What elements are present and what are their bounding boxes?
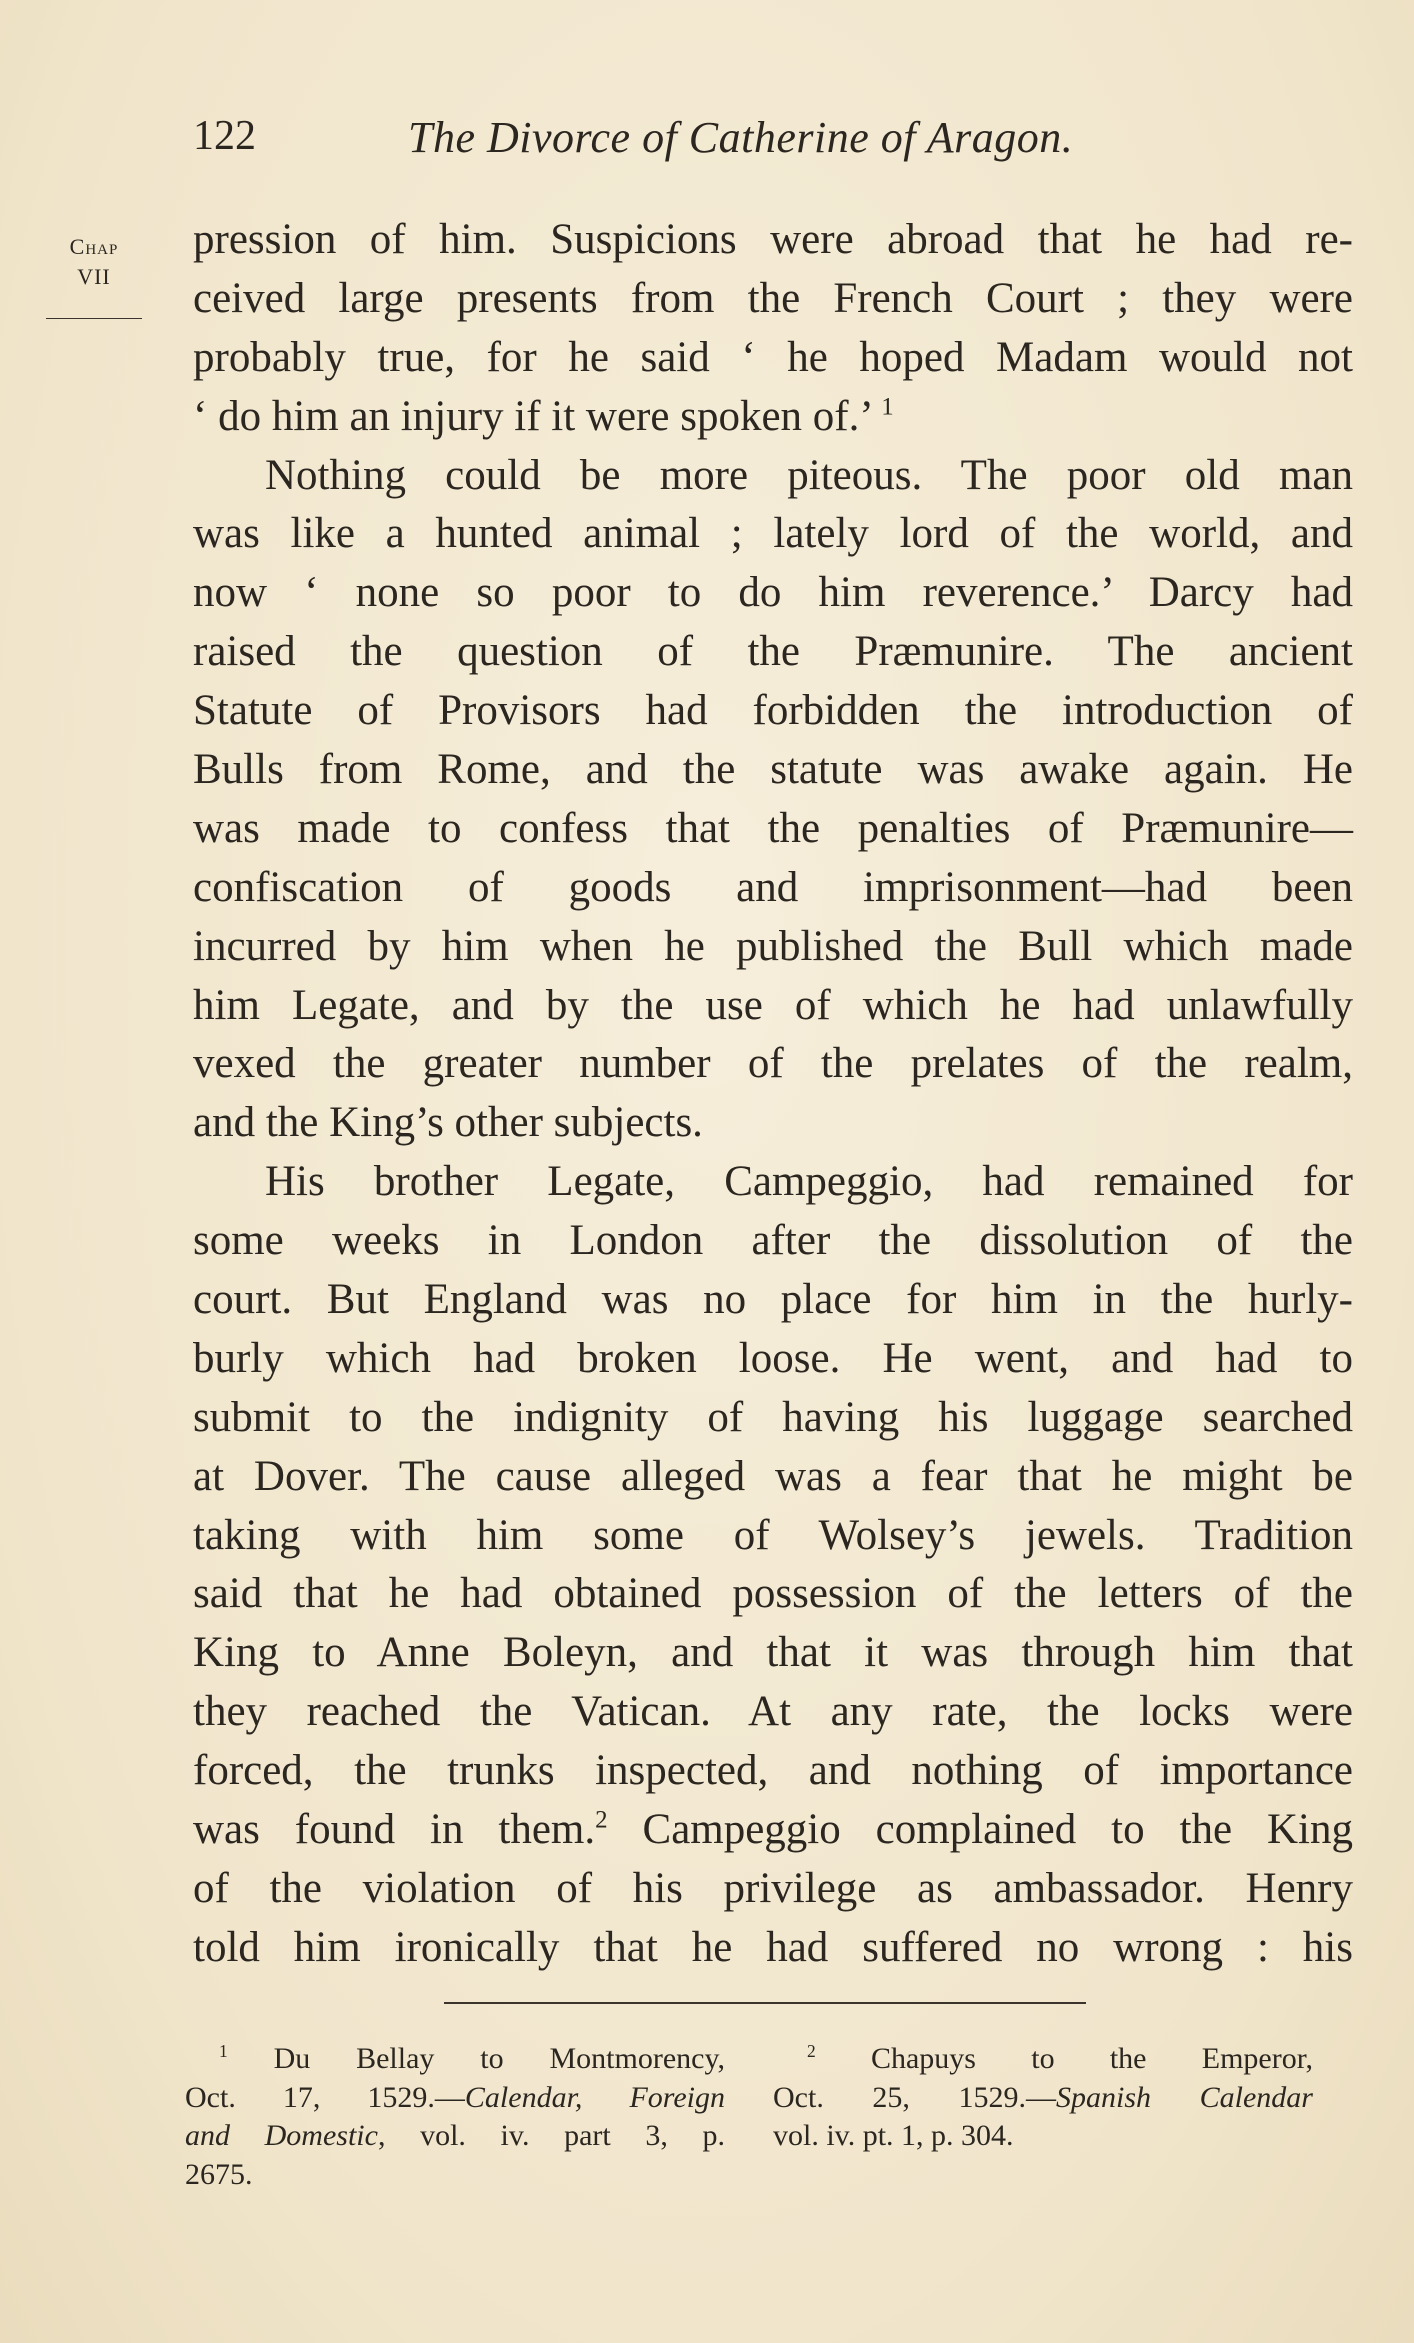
- footnote-source: Calendar, Foreign: [464, 2080, 725, 2114]
- footnote-ref-2: 2: [595, 1806, 608, 1834]
- text-line: of the violation of his privilege as ambassador. Henry: [193, 1864, 1353, 1912]
- footnote-rule: [444, 2002, 1086, 2004]
- text-line: court. But England was no place for him in the hurly-: [193, 1276, 1353, 1324]
- footnote-marker: 2: [807, 2041, 816, 2061]
- footnote-text: Du Bellay to Montmorency,: [273, 2042, 726, 2075]
- footnote-ref-1: 1: [881, 393, 894, 421]
- text-line: they reached the Vatican. At any rate, the locks were: [193, 1688, 1353, 1736]
- text-line: vexed the greater number of the prelates of the realm,: [193, 1040, 1353, 1088]
- text-line: Nothing could be more piteous. The poor old man: [265, 451, 1353, 499]
- footnote-line: [773, 2040, 1313, 2079]
- footnote-text: Chapuys to the Emperor,: [870, 2042, 1313, 2075]
- text-line: taking with him some of Wolsey’s jewels. Tradition: [193, 1511, 1353, 1559]
- text-line: told him ironically that he had suffered no wrong : his: [193, 1923, 1353, 1971]
- text-line: pression of him. Suspicions were abroad that he had re-: [193, 216, 1353, 263]
- footnote-source: and Domestic: [185, 2119, 378, 2152]
- page-number: 122: [193, 113, 256, 159]
- text-line: His brother Legate, Campeggio, had remained for: [265, 1158, 1353, 1206]
- text-line: probably true, for he said ‘ he hoped Madam would not: [193, 333, 1353, 381]
- footnote-text: , vol. iv. part 3, p.: [377, 2119, 725, 2152]
- page-title: The Divorce of Catherine of Aragon.: [408, 113, 1074, 162]
- text-line-content: was found in them.: [193, 1806, 596, 1854]
- text-line: [193, 388, 1353, 447]
- body-text: [193, 211, 1353, 1978]
- text-line: Statute of Provisors had forbidden the introduction of: [193, 687, 1353, 735]
- text-line: him Legate, and by the use of which he had unlawfully: [193, 981, 1353, 1029]
- text-line: burly which had broken loose. He went, and had to: [193, 1334, 1353, 1382]
- text-line: confiscation of goods and imprisonment—had been: [193, 863, 1353, 911]
- footnote-source: Spanish Calendar: [1056, 2080, 1313, 2114]
- text-line: submit to the indignity of having his luggage searched: [193, 1393, 1353, 1441]
- footnote-2: [773, 2040, 1313, 2156]
- chapter-number: VII: [77, 264, 111, 289]
- footnote-line: [185, 2117, 725, 2156]
- footnote-line: [185, 2079, 725, 2118]
- text-line: ceived large presents from the French Court ; they were: [193, 274, 1353, 322]
- footnote-line: 2675.: [185, 2157, 253, 2191]
- text-line: raised the question of the Præmunire. The ancient: [193, 628, 1353, 676]
- footnote-marker: 1: [219, 2041, 228, 2061]
- footnote-line: [185, 2040, 725, 2079]
- footnote-line: vol. iv. pt. 1, p. 304.: [773, 2119, 1014, 2152]
- text-line: said that he had obtained possession of the letters of the: [193, 1570, 1353, 1618]
- text-line: now ‘ none so poor to do him reverence.’ Darcy had: [193, 569, 1353, 617]
- footnote-text: Oct. 17, 1529.—: [185, 2080, 465, 2114]
- text-line: King to Anne Boleyn, and that it was through him that: [193, 1629, 1353, 1677]
- text-line: was made to confess that the penalties of Præmunire—: [193, 804, 1353, 852]
- text-line-content: Campeggio complained to the King: [607, 1806, 1353, 1854]
- chapter-label: Chap: [69, 234, 119, 259]
- text-line: forced, the trunks inspected, and nothing of importance: [193, 1747, 1353, 1795]
- text-line: Bulls from Rome, and the statute was awake again. He: [193, 746, 1353, 794]
- footnote-line: [773, 2079, 1313, 2118]
- text-line: was like a hunted animal ; lately lord of the world, and: [193, 510, 1353, 558]
- footnote-1: [185, 2040, 725, 2194]
- text-line: some weeks in London after the dissolution of the: [193, 1217, 1353, 1265]
- running-head: [193, 112, 1353, 172]
- text-line: at Dover. The cause alleged was a fear that he might be: [193, 1452, 1353, 1500]
- chapter-margin-note: [46, 232, 142, 292]
- text-line-content: ‘ do him an injury if it were spoken of.’: [193, 392, 871, 440]
- text-line: [193, 1801, 1353, 1860]
- text-line: and the King’s other subjects.: [193, 1099, 703, 1147]
- chapter-rule: [46, 318, 142, 319]
- text-line: incurred by him when he published the Bull which made: [193, 922, 1353, 970]
- footnote-text: Oct. 25, 1529.—: [773, 2080, 1057, 2114]
